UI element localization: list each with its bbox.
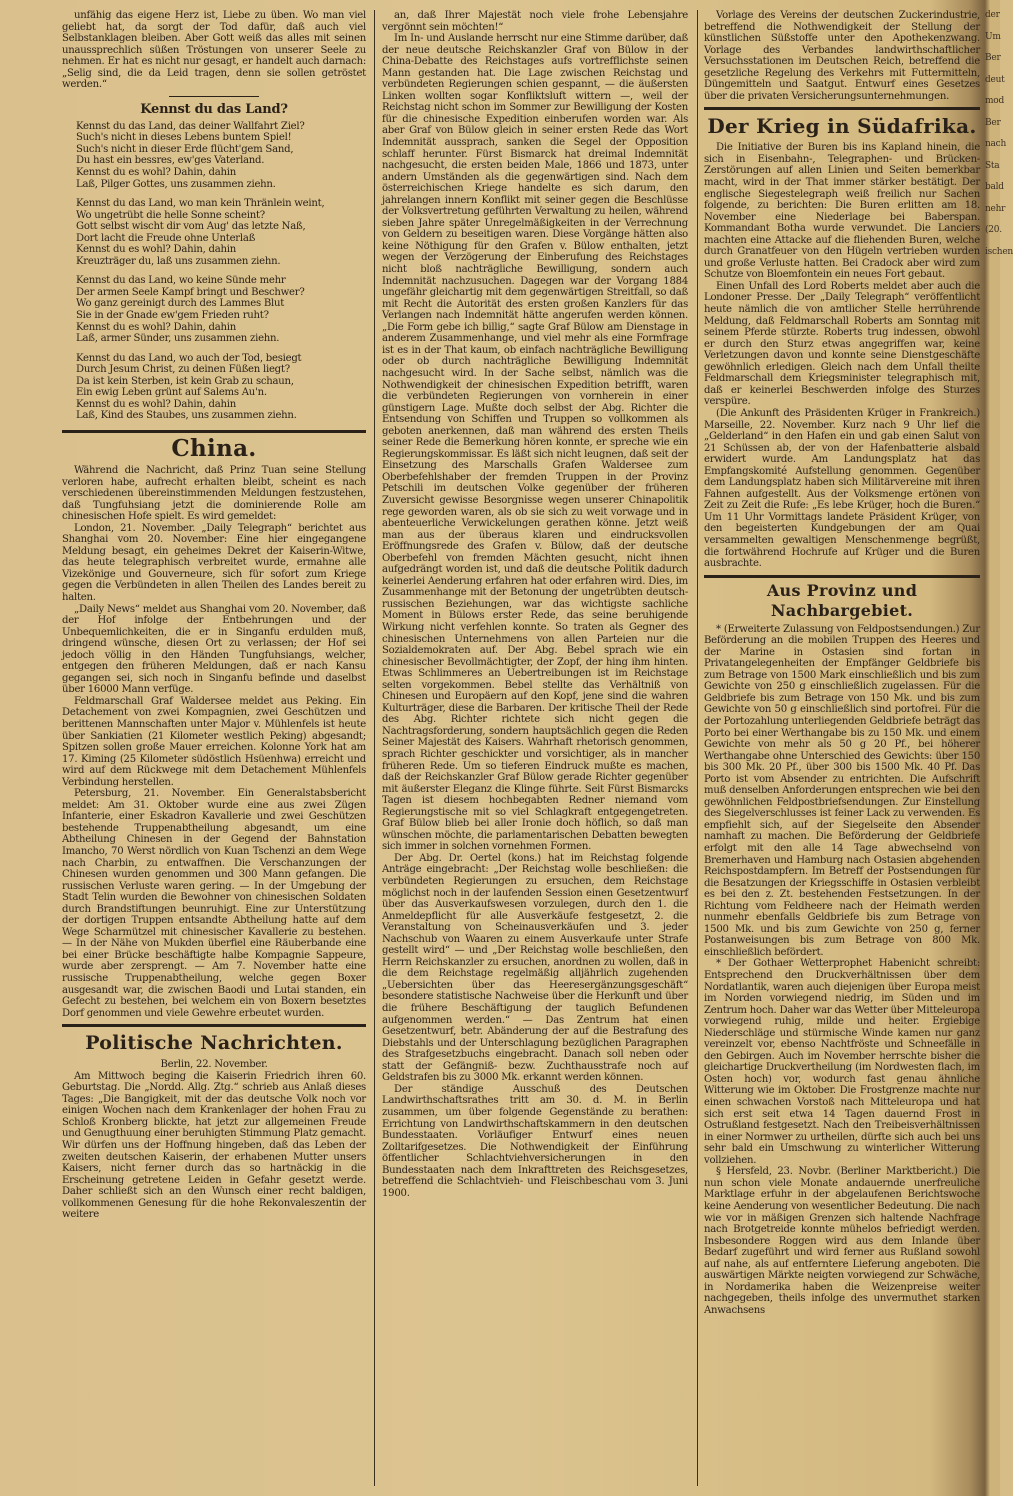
poem-line: Kennst du es wohl? Dahin, dahin <box>76 167 237 179</box>
article-paragraph: * (Erweiterte Zulassung von Feldpostsendungen.) Zur Beförderung an die mobilen Truppen des Heeres und der Marine in Ostasien sind fortan in Privatangelegenheiten der Empfänger Geldbriefe bis zum Betrage von 1500 Mark einschließlich und bis zum Gewichte von 250 g einschließlich zugelassen. Für die Geldbriefe bis zum Betrage von 150 Mk. und bis zum Gewichte von 50 g einschließlich sind portofrei. Für die der Portozahlung unterliegenden Geldbriefe beträgt das Porto bei einer Werthangabe bis zu 150 Mk. und einem Gewichte von mehr als 50 g 20 Pf., bei höherer Werthangabe ohne Unterschied des Gewichts: über 150 bis 300 Mk. 20 Pf., über 300 bis 1500 Mk. 40 Pf. Das Porto ist vom Absender zu entrichten. Die Aufschrift muß denselben Anforderungen entsprechen wie bei den gewöhnlichen Feldpostbriefsendungen. Zur Einstellung des Siegelverschlusses ist feiner Lack zu verwenden. Es empfiehlt sich, auf der Siegelseite den Absender namhaft zu machen. Die Beförderung der Geldbriefe erfolgt mit den alle 14 Tage abwechselnd von Bremerhaven und Hamburg nach Ostasien abgehenden Reichspostdampfern. Im Betreff der Postsendungen für die Besatzungen der Kriegsschiffe in Ostasien verbleibt es bei den z. Zt. bestehenden Festsetzungen. In der Richtung vom Feldheere nach der Heimath werden nunmehr ebenfalls Geldbriefe bis zum Betrage von 1500 Mk. und bis zum Gewichte von 250 g, ferner Postanweisungen bis zum Betrage von 800 Mk. einschließlich befördert. <box>704 623 980 958</box>
poem-line: Laß, Pilger Gottes, uns zusammen ziehn. <box>76 178 276 190</box>
article-paragraph: „Daily News“ meldet aus Shanghai vom 20. November, daß der Hof infolge der Entbehrungen und der Unbequemlichkeiten, die er in Singanfu erdulden muß, dringend wünsche, diesen Ort zu verlassen; der Hof sei jedoch völlig in den Händen Tungfuhsiangs, welcher, entgegen den früheren Meldungen, daß er nach Kansu gegangen sei, sich noch in Singanfu befinde und daselbst über 16000 Mann verfüge. <box>62 603 366 696</box>
poem-line: Such's nicht in dieser Erde flücht'gem Sand, <box>76 143 294 155</box>
text-fragment: der <box>985 10 1000 20</box>
article-paragraph: Während die Nachricht, daß Prinz Tuan seine Stellung verloren habe, aufrecht erhalten bleibt, scheint es nach verschiedenen übereinstimmenden Meldungen festzustehen, daß Tungfuhsiang jetzt die dominierende Rolle am chinesischen Hofe spielt. Es wird gemeldet: <box>62 464 366 523</box>
poem-stanza <box>62 275 366 344</box>
article-paragraph: * Der Gothaer Wetterprophet Habenicht schreibt: Entsprechend den Druckverhältnissen über dem Nordatlantik, waren auch diejenigen über Europa meist im Norden vorwiegend niedrig, im Süden und im Zentrum hoch. Daher war das Wetter über Mitteleuropa vorwiegend ruhig, milde und heiter. Ergiebige Niederschläge und stürmische Winde kamen nur ganz vereinzelt vor, ebenso Nachtfröste und Schneefälle in den Gebirgen. Auch im November herrschte bisher die gleichartige Druckvertheilung (im Nordwesten flach, im Osten hoch) vor, wodurch fast genau ähnliche Witterung wie im Oktober. Die Frostgrenze machte nur einen schwachen Vorstoß nach Mitteleuropa und hat sich erst seit etwa 14 Tagen dauernd Frost in Ostrußland festgesetzt. Nach den Treibeisverhältnissen in einer Normwer zu urtheilen, dürfte sich auch bei uns sehr bald ein Umschwung zu winterlicher Witterung vollziehen. <box>704 958 980 1166</box>
poem-line: Dort lacht die Freude ohne Unterlaß <box>76 232 256 244</box>
poem-line: Laß, Kind des Staubes, uns zusammen ziehn. <box>76 410 297 422</box>
section-rule <box>62 430 366 433</box>
poem-line: Kennst du es wohl? Dahin, dahin <box>76 321 237 333</box>
poem-line: Wo ungetrübt die helle Sonne scheint? <box>76 209 265 221</box>
poem-line: Kennst du das Land, wo auch der Tod, besiegt <box>76 352 302 364</box>
section-rule <box>62 1024 366 1027</box>
poem-line: Gott selbst wischt dir vom Aug' das letzte Naß, <box>76 221 306 233</box>
article-text: Am Mittwoch beging die Kaiserin Friedrich ihren 60. Geburtstag. Die „Nordd. Allg. Ztg.“ schrieb aus Anlaß dieses Tages: „Die Bangigkeit, mit der das deutsche Volk noch vor einigen Wochen nach dem Krankenlager der hohen Frau zu Schloß Kronberg blickte, hat jetzt zur allgemeinen Freude und Genugthuung einer beruhigten Stimmung Platz gemacht. Wir dürfen uns der Hoffnung hingeben, daß das Leben der zweiten deutschen Kaiserin, der erhabenen Mutter unsers Kaisers, nicht ferner durch das so hartnäckig in die Erscheinung getretene Leiden in Gefahr gesetzt werde. Daher schließt sich an den Wunsch einer recht baldigen, vollkommenen Genesung für die hohe Rekonvaleszentin der weitere <box>62 1070 366 1221</box>
poem-line: Du hast ein bessres, ew'ges Vaterland. <box>76 155 265 167</box>
text-fragment: nach <box>985 139 1006 150</box>
china-article <box>62 465 366 1019</box>
article-paragraph: § Hersfeld, 23. Novbr. (Berliner Marktbericht.) Die nun schon viele Monate andauernde unerfreuliche Marktlage erfuhr in der abgelaufenen Berichtswoche keine Aenderung von wesentlicher Bedeutung. Die nach wie vor in mäßigen Grenzen sich haltende Nachfrage nach Brotgetreide konnte mühelos befriedigt werden. Insbesondere Roggen wird aus dem Inlande über Bedarf zugeführt und wird ferner aus Rußland sowohl auf nahe, als auf entferntere Lieferung angeboten. Die auswärtigen Märkte neigten vorwiegend zur Schwäche, in Nordamerika haben die Weizenpreise weiter nachgegeben, theils infolge des unvermuthet starken Anwachsens <box>704 1166 980 1316</box>
column-1 <box>62 10 366 1221</box>
poem-stanza <box>62 198 366 267</box>
text-fragment: (20. <box>985 225 1002 236</box>
poem-line: Kennst du das Land, das deiner Wallfahrt Ziel? <box>76 120 305 132</box>
text-fragment: nehr <box>985 203 1006 214</box>
poem-line: Sie in der Gnade ew'gem Frieden ruht? <box>76 310 269 322</box>
heading-politische-nachrichten: Politische Nachrichten. <box>85 1032 343 1055</box>
article-paragraph: Petersburg, 21. November. Ein Generalstabsbericht meldet: Am 31. Oktober wurde eine aus zwei Zügen Infanterie, einer Eskadron Kavallerie und zwei Geschützen bestehende Truppenabtheilung abgesandt, um eine Abtheilung Chinesen in der Gegend der Bahnstation Imancho, 70 Werst nördlich von Kuan Tschenzi an dem Wege nach Charbin, zu entwaffnen. Die Verschanzungen der Chinesen wurden genommen und 300 Mann gefangen. Die russischen Verluste waren gering. — In der Umgebung der Stadt Telin wurden die Bewohner von chinesischen Soldaten durch Brandstiftungen beunruhigt. Eine zur Unterstützung der dortigen Truppen entsandte Abtheilung hatte auf dem Wege Scharmützel mit chinesischer Kavallerie zu bestehen. — In der Nähe von Mukden überfiel eine Räuberbande eine bei einer Brücke beschäftigte halbe Kompagnie Sappeure, wurde aber zersprengt. — Am 7. November hatte eine russische Truppenabtheilung, welche gegen Boxer ausgesandt war, die zwischen Baodi und Lutai standen, ein Gefecht zu bestehen, bei welchem ein von Boxern besetztes Dorf genommen und viele Gewehre erbeutet wurden. <box>62 788 366 1019</box>
column-2 <box>382 10 688 1199</box>
heading-provinz: Aus Provinz und Nachbargebiet. <box>766 580 918 620</box>
poem-stanza <box>62 353 366 422</box>
poem-line: Wo ganz gereinigt durch des Lammes Blut <box>76 298 285 310</box>
article-paragraph: Der ständige Ausschuß des Deutschen Landwirthschaftsrathes tritt am 30. d. M. in Berlin zusammen, um über folgende Gegenstände zu berathen: Errichtung von Landwirthschaftskammern in den deutschen Bundesstaaten. Vorläufiger Entwurf eines neuen Zolltarifgesetzes. Die Nothwendigkeit der Einführung öffentlicher Schlachtviehversicherungen in den Bundesstaaten nach dem Inkrafttreten des Reichsgesetzes, betreffend die Schlachtvieh- und Fleischbeschau vom 3. Juni 1900. <box>382 1083 688 1199</box>
article-paragraph: (Die Ankunft des Präsidenten Krüger in Frankreich.) Marseille, 22. November. Kurz nach 9 Uhr lief die „Gelderland“ in den Hafen ein und gab einen Salut von 21 Schüssen ab, der von der Hafenbatterie alsbald erwidert wurde. Am Landungsplatz hat das Empfangskomité Aufstellung genommen. Gegenüber dem Landungsplatz haben sich Militärvereine mit ihren Fahnen aufgestellt. Aus der Volksmenge ertönen von Zeit zu Zeit die Rufe: „Es lebe Krüger, hoch die Buren.“ Um 11 Uhr Vormittags landete Präsident Krüger, von den begeisterten Kundgebungen der am Quai versammelten gewaltigen Menschenmenge begrüßt, die fortwährend Hochrufe auf Krüger und die Buren ausbrachte. <box>704 407 980 570</box>
dateline: Berlin, 22. November. <box>160 1059 268 1071</box>
heading-china: China. <box>171 434 257 462</box>
article-paragraph: Feldmarschall Graf Waldersee meldet aus Peking. Ein Detachement von zwei Kompagnien, zwei Geschützen und berittenen Mannschaften unter Major v. Mühlenfels ist heute über Sankiatien (21 Kilometer westlich Peking) abgesandt; Spitzen sollen große Mauer erreichen. Kolonne York hat am 17. Kiming (25 Kilometer südöstlich Hsüenhwa) erreicht und wird auf dem Rückwege mit dem Detachement Mühlenfels Verbindung herstellen. <box>62 695 366 788</box>
divider <box>169 96 259 97</box>
article-paragraph: Einen Unfall des Lord Roberts meldet aber auch die Londoner Presse. Der „Daily Telegraph“ veröffentlicht heute nämlich die von amtlicher Stelle herrührende Meldung, daß Feldmarschall Roberts am Sonntag mit seinem Pferde stürzte. Roberts trug indessen, obwohl er durch den Sturz etwas angegriffen war, keine Verletzungen davon und konnte seine Dienstgeschäfte gewöhnlich erledigen. Gleich nach dem Unfall theilte Feldmarschall dem Kriegsminister telegraphisch mit, daß er keinerlei Beschwerden infolge des Sturzes verspüre. <box>704 280 980 408</box>
text-fragment: Ber <box>985 53 1001 64</box>
column-divider <box>697 10 698 1486</box>
article-paragraph: an, daß Ihrer Majestät noch viele frohe Lebensjahre vergönnt sein möchten!“ <box>382 10 688 33</box>
text-fragment: deut <box>985 74 1005 85</box>
text-fragment: Ber <box>985 117 1001 128</box>
poem-line: Kennst du es wohl? Dahin, dahin <box>76 244 237 256</box>
poem <box>62 121 366 422</box>
column-divider <box>374 10 375 1486</box>
text-fragment: Um <box>985 31 1001 42</box>
heading-krieg-suedafrika: Der Krieg in Südafrika. <box>707 114 977 139</box>
poem-stanza <box>62 121 366 190</box>
text-fragment: Sta <box>985 160 1000 171</box>
adjacent-page-fragment <box>985 10 1013 269</box>
provinz-article <box>704 624 980 1317</box>
article-text: Vorlage des Vereins der deutschen Zuckerindustrie, betreffend die Nothwendigkeit der Stellung der künstlichen Süßstoffe unter den Apothekenzwang. Vorlage des Verbandes landwirthschaftlicher Versuchsstationen im Deutschen Reich, betreffend die gesetzliche Regelung des Verkehrs mit Futtermitteln, Düngemitteln und Saatgut. Entwurf eines Gesetzes über die privaten Versicherungsunternehmungen. <box>704 10 980 102</box>
article-paragraph: Die Initiative der Buren bis ins Kapland hinein, die sich in Eisenbahn-, Telegraphen- und Brücken-Zerstörungen auf allen Linien und Seiten bemerkbar macht, wird in der That immer stärker bestätigt. Der englische Siegestelegraph weiß freilich nur Sachen folgende, zu berichten: Die Buren erlitten am 18. November eine Niederlage bei Baberspan. Kommandant Botha wurde verwundet. Die Lanciers machten eine Attacke auf die fliehenden Buren, welche durch Granatfeuer von den Hügeln vertrieben wurden und große Verluste hatten. Bei Cradock aber wird zum Schutze von Bloemfontein ein neues Fort gebaut. <box>704 142 980 281</box>
article-text: unfähig das eigene Herz ist, Liebe zu üben. Wo man viel geliebt hat, da sorgt der Tod dafür, daß auch viel Selbstanklagen bleiben. Aber Gott weiß das alles mit seinen unaussprechlich süßen Tröstungen von unserer Seele zu nehmen. Er hat es nicht nur gesagt, er handelt auch darnach: „Selig sind, die da Leid tragen, denn sie sollen getröstet werden.“ <box>62 10 366 91</box>
poem-line: Kennst du das Land, wo keine Sünde mehr <box>76 275 286 287</box>
poem-line: Kennst du das Land, wo man kein Thränlein weint, <box>76 198 325 210</box>
text-fragment: ischen <box>985 247 1013 258</box>
poem-line: Der armen Seele Kampf bringt und Beschwer? <box>76 286 305 298</box>
article-paragraph: Im In- und Auslande herrscht nur eine Stimme darüber, daß der neue deutsche Reichskanzler Graf von Bülow in der China-Debatte des Reichstages aufs vortrefflichste seinen Mann gestanden hat. Die Lage zwischen Reichstag und verbündeten Regierungen schien gespannt, — die äußersten Linken wollten sogar Konfliktsluft wittern —, weil der Reichstag nicht schon im Sommer zur Bewilligung der Kosten für die chinesische Expedition einberufen worden war. Als aber Graf von Bülow gleich in seiner ersten Rede das Wort Indemnität aussprach, sanken die Segel der Opposition schlaff herunter. Fürst Bismarck hat dreimal Indemnität nachgesucht, die ersten beiden Male, 1866 und 1873, unter andern Umständen als die gegenwärtigen sind. Nach dem österreichischen Kriege handelte es sich darum, den jahrelangen innern Konflikt mit seiner gegen die Beschlüsse der Volksvertretung geführten Verwaltung zu heilen, während sieben Jahre später Unregelmäßigkeiten in der Verrechnung von Geldern zu beseitigen waren. Diese Vorgänge hätten also keine Nöthigung für den Grafen v. Bülow enthalten, jetzt wegen der Verzögerung der Einberufung des Reichstages nicht bloß nachträgliche Bewilligung, sondern auch Indemnität nachzusuchen. Dagegen war der Vorgang 1884 ungefähr gleichartig mit dem gegenwärtigen Streitfall, so daß mit Recht die Autorität des ersten großen Kanzlers für das Verlangen nach Indemnität hätte angerufen werden können. „Die Form gebe ich billig,“ sagte Graf Bülow am Dienstage in anderem Zusammenhange, und viel mehr als eine Formfrage ist es in der That kaum, ob einfach nachträgliche Bewilligung oder ob durch nachträgliche Bewilligung Indemnität nachgesucht wird. In der Sache selbst, nämlich was die Nothwendigkeit der chinesischen Expedition betrifft, waren die verbündeten Regierungen von vornherein in einer günstigern Lage. Mußte doch selbst der Abg. Richter die Entsendung von Schiffen und Truppen so vollkommen als geboten anerkennen, daß man während des ersten Theils seiner Rede die Bemerkung hören konnte, er spreche wie ein Regierungskommissar. Es läßt sich nicht leugnen, daß seit der Einsetzung des Marschalls Grafen Waldersee zum Oberbefehlshaber der fremden Truppen in der Provinz Petschili im deutschen Volke gegenüber der früheren Zuversicht gewisse Besorgnisse wegen unserer Chinapolitik rege geworden waren, als ob sie sich zu weit vorwage und in abenteuerliche Verwickelungen gerathen könne. Jetzt weiß man aus der überaus klaren und eindrucksvollen Eröffnungsrede des Grafen v. Bülow, daß der deutsche Oberbefehl von fremden Mächten gesucht, nicht ihnen aufgedrängt worden ist, und daß die deutsche Politik dadurch keinerlei Aenderung erfahren hat oder erfahren wird. Dies, im Zusammenhange mit der Betonung der ungetrübten deutsch-russischen Beziehungen, war das wichtigste sachliche Moment in Bülows erster Rede, das seine beruhigende Wirkung nicht verfehlen konnte. So traten als Gegner des chinesischen Unternehmens von allen Parteien nur die Sozialdemokraten auf. Der Abg. Bebel sprach wie ein chinesischer Bevollmächtigter, der Zopf, der hing ihm hinten. Etwas Schlimmeres an Uebertreibungen ist im Reichstage selten vorgekommen. Bebel stellte das Verhältniß von Chinesen und Europäern auf den Kopf, jene sind die wahren Kulturträger, diese die Barbaren. Der kritische Theil der Rede des Abg. Richter richtete sich nicht gegen die Nachtragsforderung, sondern hauptsächlich gegen die Reden Seiner Majestät des Kaisers. Wahrhaft rhetorisch genommen, sprach Richter geschickter und vorsichtiger, als in mancher früheren Rede. Um so tieferen Eindruck mußte es machen, daß der Reichskanzler Graf Bülow gerade Richter gegenüber mit äußerster Eleganz die Klinge führte. Seit Fürst Bismarcks Tagen ist diesem hochbegabten Redner niemand vom Regierungstische mit so viel Schlagkraft entgegengetreten. Graf Bülow blieb bei aller Ironie doch höflich, so daß man wünschen möchte, die parlamentarischen Debatten bewegten sich immer in solchen vornehmen Formen. <box>382 33 688 853</box>
section-rule <box>704 575 980 578</box>
text-fragment: mod <box>985 96 1004 107</box>
section-rule <box>704 107 980 110</box>
krieg-article <box>704 142 980 569</box>
poem-line: Kreuzträger du, laß uns zusammen ziehn. <box>76 255 281 267</box>
poem-line: Laß, armer Sünder, uns zusammen ziehn. <box>76 333 280 345</box>
article-paragraph: Der Abg. Dr. Oertel (kons.) hat im Reichstag folgende Anträge eingebracht: „Der Reichstag wolle beschließen: die verbündeten Regierungen zu ersuchen, dem Reichstage möglichst noch in der laufenden Session einen Gesetzentwurf über das Ausverkaufswesen vorzulegen, durch den 1. die Anmeldepflicht für alle Ausverkäufe festgesetzt, 2. die Veranstaltung von Scheinausverkäufen und 3. jeder Nachschub von Waaren zu einem Ausverkaufe unter Strafe gestellt wird“ — und „Der Reichstag wolle beschließen, den Herrn Reichskanzler zu ersuchen, anordnen zu wollen, daß in die dem Reichstage regelmäßig alljährlich zugehenden „Uebersichten über das Heeresergänzungsgeschäft“ besondere statistische Nachweise über die Herkunft und über die frühere Beschäftigung der tauglich Befundenen aufgenommen werden.“ — Das Zentrum hat einen Gesetzentwurf, betr. Abänderung der auf die Bestrafung des Diebstahls und der Unterschlagung bezüglichen Paragraphen des Strafgesetzbuchs eingebracht. Danach soll neben oder statt der Gefängniß- bezw. Zuchthausstrafe noch auf Geldstrafen bis zu 3000 Mk. erkannt werden können. <box>382 852 688 1084</box>
poem-line: Ein ewig Leben grünt auf Salems Au'n. <box>76 387 267 399</box>
text-fragment: bald <box>985 182 1004 193</box>
poem-line: Durch Jesum Christ, zu deinen Füßen liegt? <box>76 364 290 376</box>
poem-line: Kennst du es wohl? Dahin, dahin <box>76 398 237 410</box>
poem-title: Kennst du das Land? <box>140 101 288 117</box>
article-paragraph: London, 21. November. „Daily Telegraph“ berichtet aus Shanghai vom 20. November: Eine hier eingegangene Meldung besagt, ein geheimes Dekret der Kaiserin-Witwe, das heute telegraphisch verbreitet wurde, ermahne alle Vizekönige und Gouverneure, sich für sofort zum Kriege gegen die Verbündeten in allen Theilen des Landes bereit zu halten. <box>62 522 366 603</box>
column-3 <box>704 10 980 1316</box>
poem-line: Da ist kein Sterben, ist kein Grab zu schaun, <box>76 375 294 387</box>
poem-line: Such's nicht in dieses Lebens buntem Spiel! <box>76 132 292 144</box>
